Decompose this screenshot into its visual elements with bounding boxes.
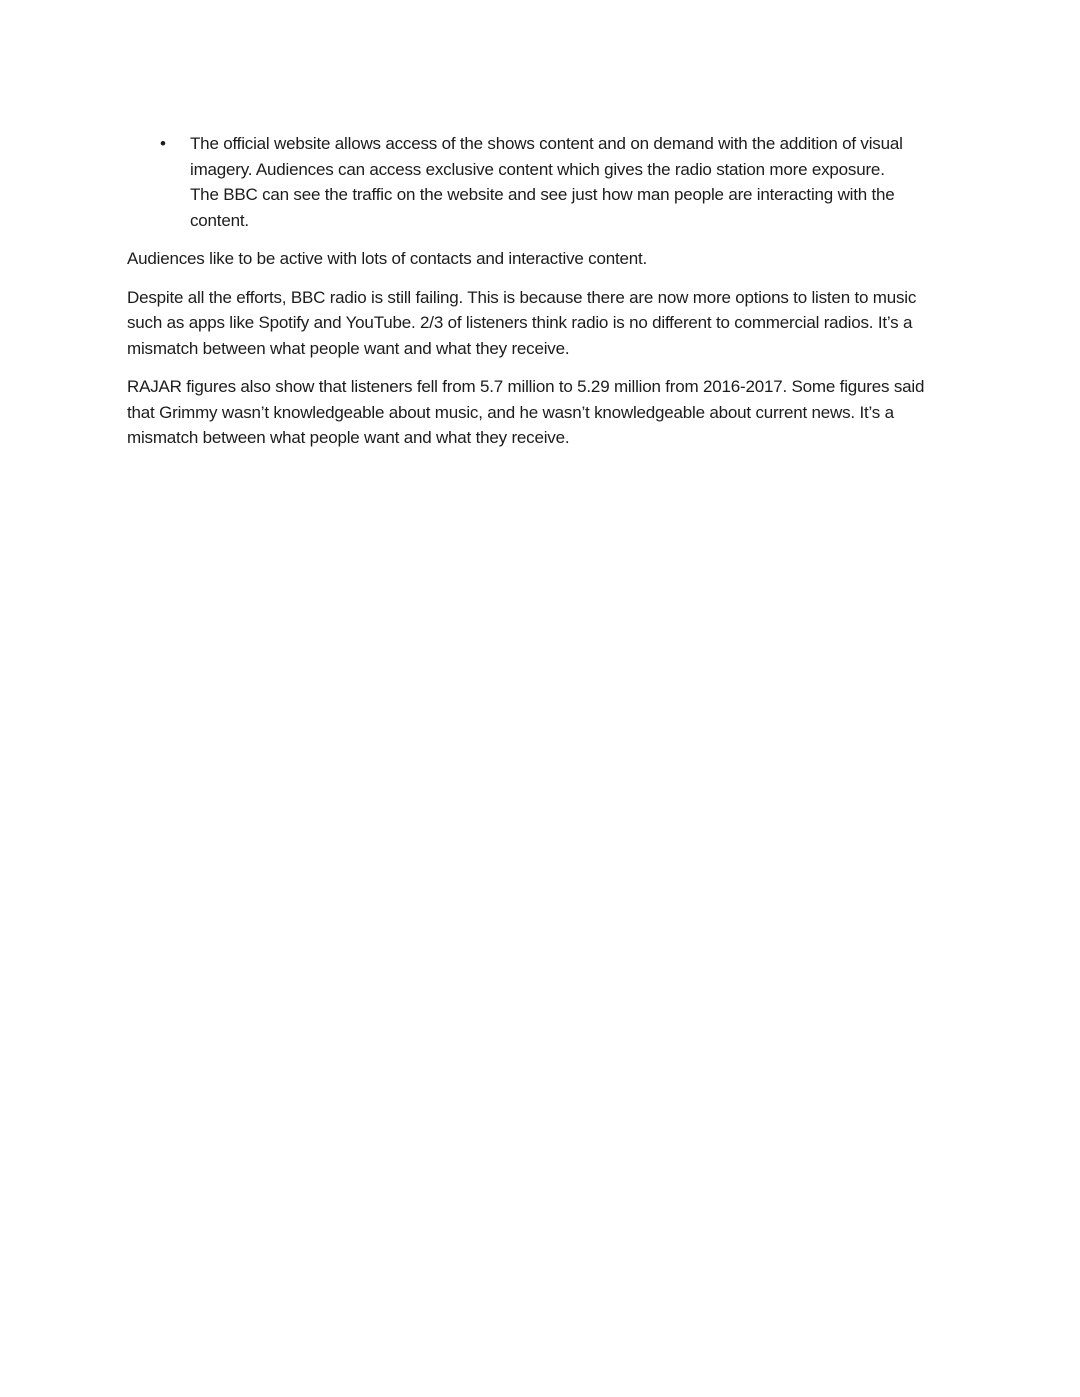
bullet-list-item xyxy=(127,131,947,233)
paragraph-audiences: Audiences like to be active with lots of contacts and interactive content. xyxy=(127,249,648,268)
bullet-item-text: The official website allows access of the shows content and on demand with the addition of visual imagery. Audiences can access exclusive content which gives the radio station more exposure. The BBC can see the traffic on the website and see just how man people are interacting with the content. xyxy=(190,134,903,230)
paragraph-despite-efforts: Despite all the efforts, BBC radio is still failing. This is because there are now more options to listen to music such as apps like Spotify and YouTube. 2/3 of listeners think radio is no different to commercial radios. It’s a mismatch between what people want and what they receive. xyxy=(127,287,917,358)
paragraph-rajar-figures: RAJAR figures also show that listeners fell from 5.7 million to 5.29 million from 2016-2017. Some figures said that Grimmy wasn’t knowledgeable about music, and he wasn’t knowledgeable about current news. It’s a mismatch between what people want and what they receive. xyxy=(127,377,925,447)
bullet-marker: • xyxy=(160,134,166,153)
bullet-list xyxy=(127,131,947,233)
document-content xyxy=(127,131,947,464)
